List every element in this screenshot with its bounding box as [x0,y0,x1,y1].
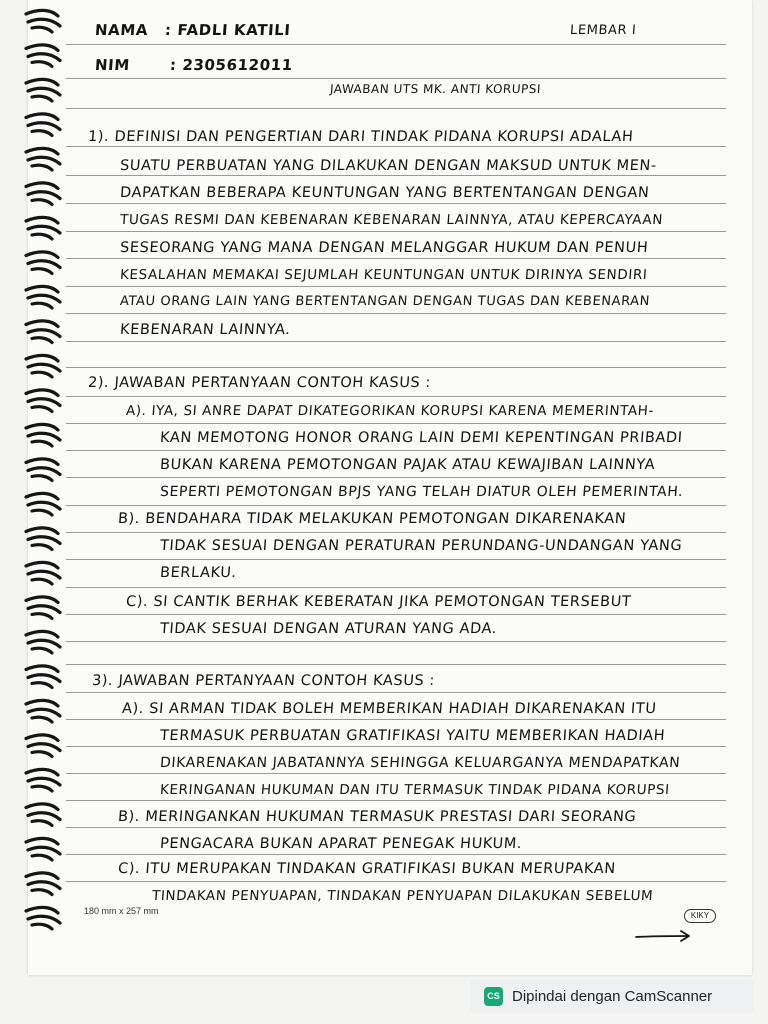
answer-2-line: A). IYA, SI ANRE DAPAT DIKATEGORIKAN KORUPSI KARENA MEMERINTAH- [125,403,655,419]
answer-1-line: SUATU PERBUATAN YANG DILAKUKAN DENGAN MAKSUD UNTUK MEN- [119,158,658,174]
continue-arrow-icon [634,928,694,944]
binding-ring [26,597,60,619]
binding-ring [26,114,60,136]
answer-3-line: TINDAKAN PENYUAPAN, TINDAKAN PENYUAPAN DILAKUKAN SEBELUM [151,888,654,904]
ruled-line [66,477,726,478]
ruled-line [66,423,726,424]
binding-ring [26,148,60,170]
binding-ring [26,321,60,343]
camscanner-label: Dipindai dengan CamScanner [512,987,713,1005]
answer-3-line: B). MERINGANKAN HUKUMAN TERMASUK PRESTASI DARI SEORANG [117,809,637,825]
ruled-line [66,203,726,204]
binding-ring [26,631,60,653]
binding-ring [26,183,60,205]
ruled-line [66,854,726,855]
ruled-line [66,258,726,259]
ruled-line [66,881,726,882]
answer-1-line: KEBENARAN LAINNYA. [119,322,292,338]
answer-3-line: TERMASUK PERBUATAN GRATIFIKASI YAITU MEMBERIKAN HADIAH [159,728,666,744]
answer-3-line: A). SI ARMAN TIDAK BOLEH MEMBERIKAN HADIAH DIKARENAKAN ITU [121,701,658,717]
answer-1-line: TUGAS RESMI DAN KEBENARAN KEBENARAN LAINNYA, ATAU KEPERCAYAAN [119,212,664,228]
binding-ring [26,45,60,67]
answer-1-line: SESEORANG YANG MANA DENGAN MELANGGAR HUKUM DAN PENUH [119,240,649,256]
ruled-line [66,505,726,506]
ruled-line [66,175,726,176]
ruled-line [66,313,726,314]
answer-3-line: C). ITU MERUPAKAN TINDAKAN GRATIFIKASI BUKAN MERUPAKAN [117,861,617,877]
binding-ring [26,769,60,791]
binding-ring [26,10,60,32]
ruled-line [66,231,726,232]
answer-2-line: SEPERTI PEMOTONGAN BPJS YANG TELAH DIATUR OLEH PEMERINTAH. [159,484,684,500]
answer-1-line: ATAU ORANG LAIN YANG BERTENTANGAN DENGAN TUGAS DAN KEBENARAN [119,294,651,309]
answer-3-line: PENGACARA BUKAN APARAT PENEGAK HUKUM. [159,836,523,852]
ruled-line [66,396,726,397]
answer-2-line: BERLAKU. [159,565,238,581]
ruled-line [66,800,726,801]
answer-1-line: DAPATKAN BEBERAPA KEUNTUNGAN YANG BERTENTANGAN DENGAN [119,185,650,201]
name-value: : FADLI KATILI [164,21,292,39]
ruled-line [66,641,726,642]
binding-ring [26,217,60,239]
ruled-line [66,341,726,342]
answer-2-line: TIDAK SESUAI DENGAN ATURAN YANG ADA. [159,621,498,637]
answer-1-line: KESALAHAN MEMAKAI SEJUMLAH KEUNTUNGAN UNTUK DIRINYA SENDIRI [119,267,648,283]
camscanner-icon: CS [484,987,503,1006]
nim-value: : 2305612011 [169,56,294,74]
ruled-line [66,44,726,45]
answer-1-line: 1). DEFINISI DAN PENGERTIAN DARI TINDAK PIDANA KORUPSI ADALAH [87,129,634,145]
brand-logo: KIKY [684,909,716,923]
ruled-line [66,587,726,588]
binding-ring [26,907,60,929]
answer-3-line: DIKARENAKAN JABATANNYA SEHINGGA KELUARGANYA MENDAPATKAN [159,755,681,771]
spiral-binding [22,0,72,975]
binding-ring [26,838,60,860]
ruled-line [66,286,726,287]
paper-size-label: 180 mm x 257 mm [84,906,159,916]
binding-ring [26,390,60,412]
answer-2-line: B). BENDAHARA TIDAK MELAKUKAN PEMOTONGAN DIKARENAKAN [117,511,627,527]
ruled-line [66,108,726,109]
exam-title: JAWABAN UTS MK. ANTI KORUPSI [329,82,542,96]
binding-ring [26,562,60,584]
ruled-line [66,367,726,368]
ruled-line [66,614,726,615]
ruled-line [66,664,726,665]
binding-ring [26,528,60,550]
ruled-line [66,532,726,533]
binding-ring [26,804,60,826]
binding-ring [26,700,60,722]
binding-ring [26,355,60,377]
name-label: NAMA [94,21,149,39]
answer-2-line: TIDAK SESUAI DENGAN PERATURAN PERUNDANG-UNDANGAN YANG [159,538,683,554]
answer-2-line: BUKAN KARENA PEMOTONGAN PAJAK ATAU KEWAJIBAN LAINNYA [159,457,656,473]
binding-ring [26,735,60,757]
nim-label: NIM [94,56,131,74]
answer-2-line: C). SI CANTIK BERHAK KEBERATAN JIKA PEMOTONGAN TERSEBUT [125,594,632,610]
binding-ring [26,493,60,515]
binding-ring [26,286,60,308]
ruled-line [66,450,726,451]
binding-ring [26,873,60,895]
ruled-line [66,692,726,693]
binding-ring [26,459,60,481]
binding-ring [26,252,60,274]
ruled-line [66,146,726,147]
ruled-line [66,773,726,774]
ruled-line [66,719,726,720]
ruled-line [66,827,726,828]
answer-3-line: KERINGANAN HUKUMAN DAN ITU TERMASUK TINDAK PIDANA KORUPSI [159,782,671,798]
binding-ring [26,666,60,688]
answer-2-line: KAN MEMOTONG HONOR ORANG LAIN DEMI KEPENTINGAN PRIBADI [159,430,684,446]
binding-ring [26,79,60,101]
ruled-line [66,559,726,560]
answer-2-heading: 2). JAWABAN PERTANYAAN CONTOH KASUS : [87,375,432,391]
sheet-number: LEMBAR I [569,23,637,38]
answer-3-heading: 3). JAWABAN PERTANYAAN CONTOH KASUS : [91,673,436,689]
ruled-line [66,746,726,747]
camscanner-watermark [470,979,754,1013]
ruled-line [66,78,726,79]
binding-ring [26,424,60,446]
